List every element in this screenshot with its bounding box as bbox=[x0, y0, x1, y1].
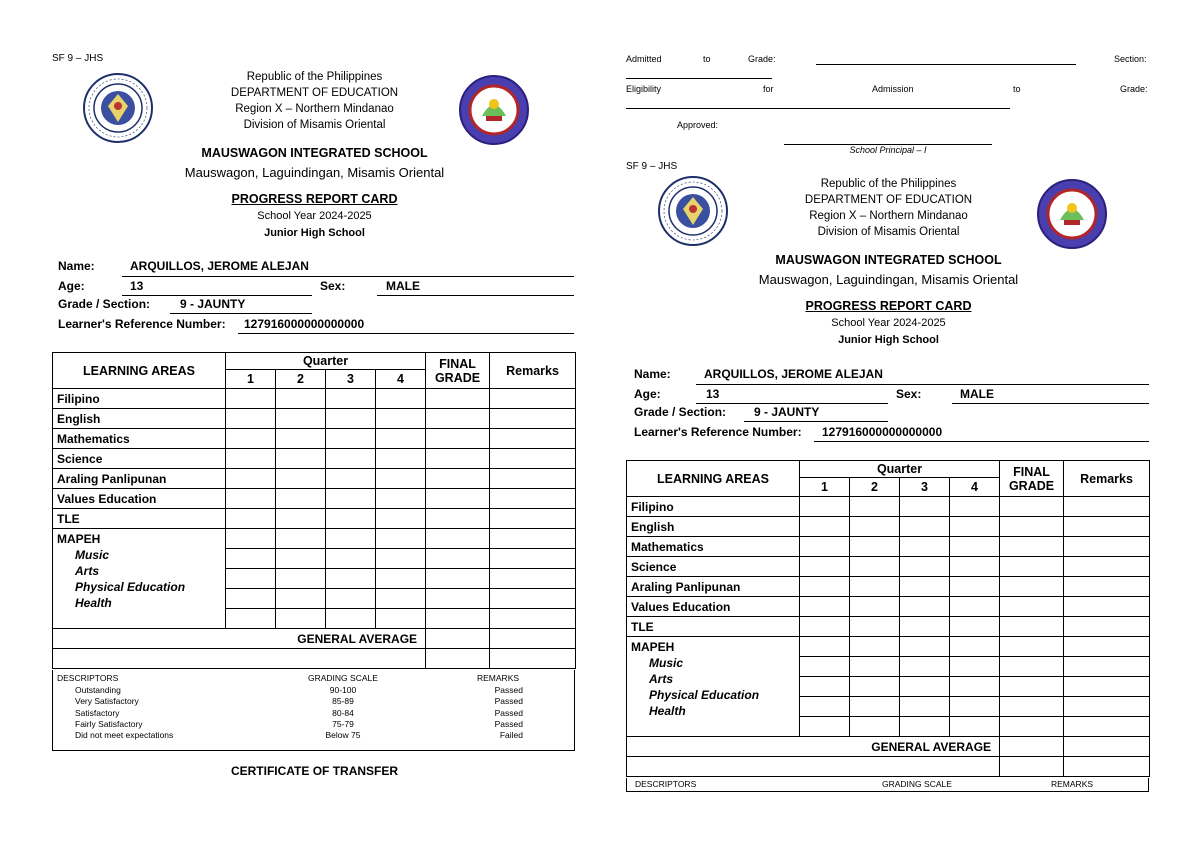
lrn-label: Learner's Reference Number: bbox=[58, 317, 226, 331]
card-title: PROGRESS REPORT CARD bbox=[231, 192, 398, 206]
grade-label: Grade: bbox=[748, 54, 776, 64]
general-average-label: GENERAL AVERAGE bbox=[627, 737, 1000, 757]
school-address: Mauswagon, Laguindingan, Misamis Oriental bbox=[184, 165, 445, 180]
form-code: SF 9 – JHS bbox=[52, 53, 104, 64]
division-line: Division of Misamis Oriental bbox=[243, 119, 386, 131]
mapeh-row bbox=[53, 529, 576, 549]
republic-line: Republic of the Philippines bbox=[820, 178, 957, 190]
table-row: Filipino bbox=[627, 497, 1150, 517]
descriptor-item: Fairly Satisfactory bbox=[75, 718, 143, 729]
remark-item: Passed bbox=[494, 685, 523, 695]
remark-item: Passed bbox=[494, 696, 523, 707]
mapeh-health: Health bbox=[649, 704, 686, 718]
grades-table bbox=[52, 352, 576, 669]
final-grade-header: FINAL GRADE bbox=[426, 353, 490, 389]
school-name: MAUSWAGON INTEGRATED SCHOOL bbox=[201, 146, 428, 160]
table-row: Science bbox=[53, 449, 576, 469]
table-row: TLE bbox=[627, 617, 1150, 637]
admission-label: Admission bbox=[872, 84, 914, 94]
to2-label: to bbox=[1013, 84, 1021, 94]
table-row: Mathematics bbox=[53, 429, 576, 449]
lrn-value: 127916000000000000 bbox=[244, 317, 365, 331]
descriptors-label: DESCRIPTORS bbox=[57, 673, 119, 683]
name-value: ARQUILLOS, JEROME ALEJAN bbox=[130, 259, 309, 273]
table-row: Filipino bbox=[53, 389, 576, 409]
division-line: Division of Misamis Oriental bbox=[817, 226, 960, 238]
mapeh-health: Health bbox=[75, 596, 112, 610]
q4-header: 4 bbox=[950, 478, 1000, 497]
scale-item: 75-79 bbox=[332, 718, 354, 729]
remark-item: Passed bbox=[494, 707, 523, 718]
descriptors-box bbox=[52, 670, 575, 751]
republic-line: Republic of the Philippines bbox=[246, 71, 383, 83]
grade-section-value: 9 - JAUNTY bbox=[754, 405, 820, 419]
descriptor-item: Very Satisfactory bbox=[75, 696, 139, 707]
descriptor-item: Did not meet expectations bbox=[75, 730, 174, 741]
table-row: English bbox=[627, 517, 1150, 537]
sex-label: Sex: bbox=[896, 387, 922, 401]
learning-areas-header: LEARNING AREAS bbox=[627, 461, 800, 497]
department-line: DEPARTMENT OF EDUCATION bbox=[230, 87, 399, 99]
mapeh-music: Music bbox=[75, 548, 110, 562]
age-value: 13 bbox=[130, 279, 144, 293]
eligibility-label: Eligibility bbox=[626, 84, 662, 94]
mapeh-label: MAPEH bbox=[57, 532, 101, 546]
table-row: Mathematics bbox=[627, 537, 1150, 557]
grade-section-label: Grade / Section: bbox=[634, 405, 727, 419]
q1-header: 1 bbox=[800, 478, 850, 497]
right-report-card bbox=[626, 50, 1151, 800]
school-address: Mauswagon, Laguindingan, Misamis Oriental bbox=[758, 272, 1019, 287]
general-average-row bbox=[53, 629, 576, 649]
mapeh-pe: Physical Education bbox=[649, 688, 760, 702]
for-label: for bbox=[763, 84, 774, 94]
q4-header: 4 bbox=[376, 370, 426, 389]
grades-table bbox=[626, 460, 1150, 777]
mapeh-pe: Physical Education bbox=[75, 580, 186, 594]
scale-item: 85-89 bbox=[332, 696, 354, 707]
mapeh-arts: Arts bbox=[75, 564, 100, 578]
level: Junior High School bbox=[838, 334, 939, 346]
lrn-label: Learner's Reference Number: bbox=[634, 425, 802, 439]
q2-header: 2 bbox=[276, 370, 326, 389]
q2-header: 2 bbox=[850, 478, 900, 497]
descriptors-label: DESCRIPTORS bbox=[635, 779, 697, 789]
sex-value: MALE bbox=[960, 387, 994, 401]
table-row: Araling Panlipunan bbox=[627, 577, 1150, 597]
remark-item: Passed bbox=[494, 718, 523, 729]
remarks-header: Remarks bbox=[490, 353, 576, 389]
mapeh-label: MAPEH bbox=[631, 640, 675, 654]
table-row: English bbox=[53, 409, 576, 429]
quarter-header: Quarter bbox=[226, 353, 426, 370]
age-label: Age: bbox=[58, 279, 85, 293]
level: Junior High School bbox=[264, 227, 365, 239]
table-row: Science bbox=[627, 557, 1150, 577]
q1-header: 1 bbox=[226, 370, 276, 389]
form-code: SF 9 – JHS bbox=[626, 161, 678, 172]
department-line: DEPARTMENT OF EDUCATION bbox=[804, 194, 973, 206]
scale-item: 80-84 bbox=[332, 707, 354, 718]
school-year: School Year 2024-2025 bbox=[257, 210, 372, 222]
table-row: TLE bbox=[53, 509, 576, 529]
to-label: to bbox=[703, 54, 711, 64]
descriptor-item: Outstanding bbox=[75, 685, 121, 695]
quarter-header: Quarter bbox=[800, 461, 1000, 478]
descriptor-item: Satisfactory bbox=[75, 707, 120, 718]
general-average-label: GENERAL AVERAGE bbox=[53, 629, 426, 649]
grade-section-label: Grade / Section: bbox=[58, 297, 151, 311]
table-row: Values Education bbox=[53, 489, 576, 509]
mapeh-row bbox=[627, 637, 1150, 657]
table-row: Values Education bbox=[627, 597, 1150, 617]
q3-header: 3 bbox=[900, 478, 950, 497]
sex-label: Sex: bbox=[320, 279, 346, 293]
principal-label: School Principal – I bbox=[849, 145, 927, 155]
age-value: 13 bbox=[706, 387, 720, 401]
age-label: Age: bbox=[634, 387, 661, 401]
remarks-header: Remarks bbox=[1064, 461, 1150, 497]
region-line: Region X – Northern Mindanao bbox=[809, 210, 968, 222]
approved-label: Approved: bbox=[677, 120, 719, 130]
scale-item: 90-100 bbox=[329, 685, 357, 695]
name-label: Name: bbox=[634, 367, 671, 381]
mapeh-music: Music bbox=[649, 656, 684, 670]
grade2-label: Grade: bbox=[1120, 84, 1148, 94]
table-row: Araling Panlipunan bbox=[53, 469, 576, 489]
admitted-label: Admitted bbox=[626, 54, 662, 64]
grading-scale-label: GRADING SCALE bbox=[308, 673, 378, 683]
final-grade-header: FINAL GRADE bbox=[1000, 461, 1064, 497]
section-label: Section: bbox=[1114, 54, 1147, 64]
remark-item: Failed bbox=[499, 730, 523, 741]
grade-section-value: 9 - JAUNTY bbox=[180, 297, 246, 311]
school-name: MAUSWAGON INTEGRATED SCHOOL bbox=[775, 253, 1002, 267]
q3-header: 3 bbox=[326, 370, 376, 389]
mapeh-arts: Arts bbox=[649, 672, 674, 686]
remarks-label: REMARKS bbox=[1051, 779, 1094, 789]
school-year: School Year 2024-2025 bbox=[831, 317, 946, 329]
name-value: ARQUILLOS, JEROME ALEJAN bbox=[704, 367, 883, 381]
lrn-value: 127916000000000000 bbox=[822, 425, 943, 439]
card-title: PROGRESS REPORT CARD bbox=[805, 299, 972, 313]
descriptors-box bbox=[626, 778, 1149, 792]
grading-scale-label: GRADING SCALE bbox=[882, 779, 952, 789]
sex-value: MALE bbox=[386, 279, 420, 293]
left-report-card bbox=[52, 50, 577, 790]
general-average-row bbox=[627, 737, 1150, 757]
region-line: Region X – Northern Mindanao bbox=[235, 103, 394, 115]
remarks-label: REMARKS bbox=[477, 673, 520, 683]
scale-item: Below 75 bbox=[325, 730, 361, 741]
learning-areas-header: LEARNING AREAS bbox=[53, 353, 226, 389]
certificate-title: CERTIFICATE OF TRANSFER bbox=[230, 764, 399, 778]
name-label: Name: bbox=[58, 259, 95, 273]
